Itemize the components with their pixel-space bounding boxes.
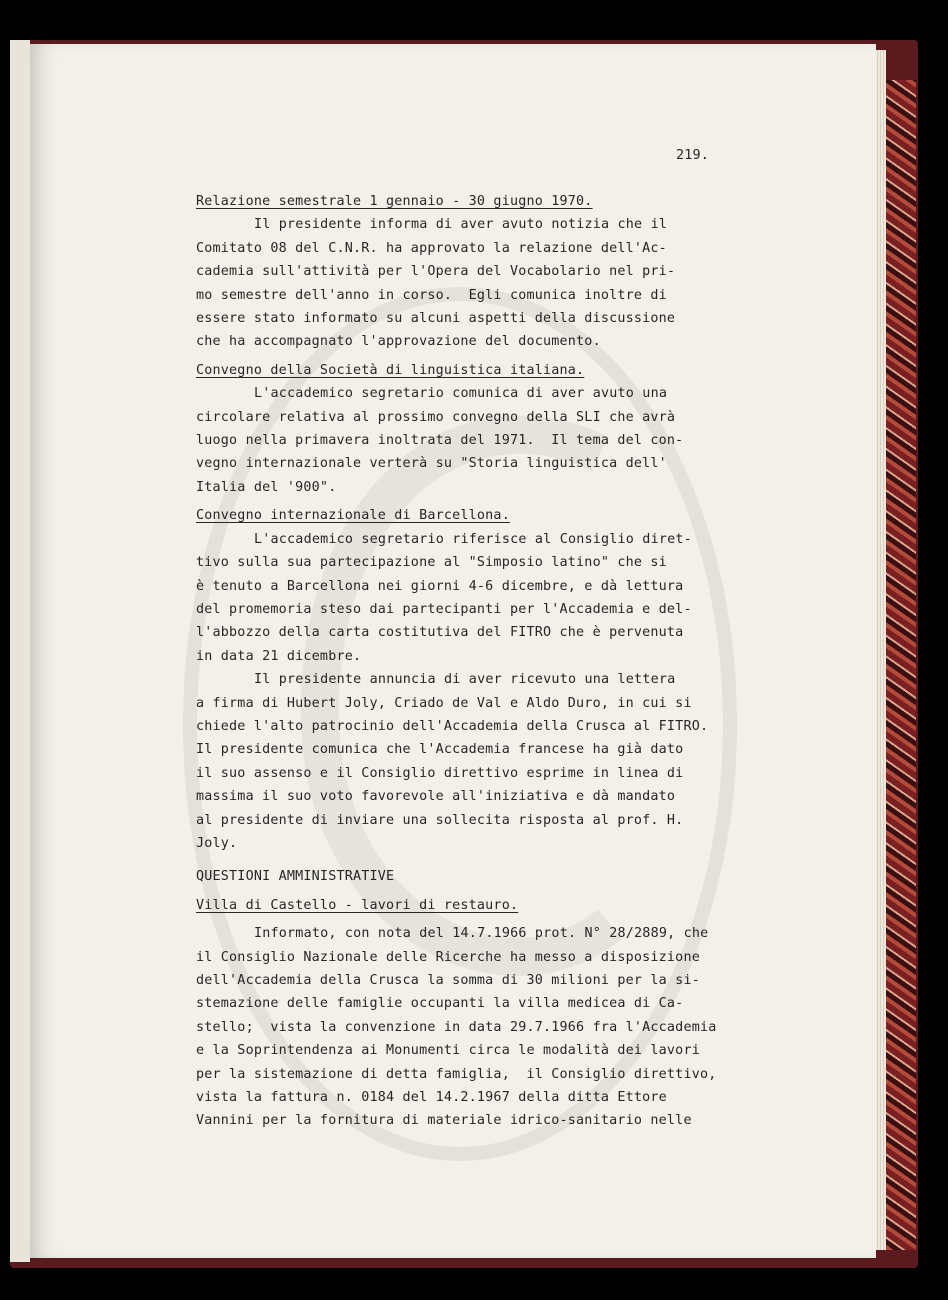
text-line: essere stato informato su alcuni aspetti della discussione	[196, 311, 676, 327]
text-line: a firma di Hubert Joly, Criado de Val e Aldo Duro, in cui si	[196, 695, 692, 711]
text-line: cademia sull'attività per l'Opera del Vocabolario nel pri-	[196, 264, 676, 280]
text-line: del promemoria steso dai partecipanti per l'Accademia e del-	[196, 601, 692, 617]
page-number: 219.	[676, 148, 710, 163]
text-line: in data 21 dicembre.	[196, 648, 362, 664]
text-line: Comitato 08 del C.N.R. ha approvato la relazione dell'Ac-	[196, 240, 667, 256]
text-line: Vannini per la fornitura di materiale idrico-sanitario nelle	[196, 1113, 692, 1129]
text-line: L'accademico segretario comunica di aver avuto una	[254, 386, 668, 402]
text-line: stemazione delle famiglie occupanti la villa medicea di Ca-	[196, 996, 684, 1012]
text-line: luogo nella primavera inoltrata del 1971. Il tema del con-	[196, 433, 684, 449]
text-line: che ha accompagnato l'approvazione del documento.	[196, 334, 601, 350]
paragraph	[196, 382, 766, 499]
text-line: Italia del '900".	[196, 479, 337, 495]
section-heading: Relazione semestrale 1 gennaio - 30 giugno 1970.	[196, 194, 593, 209]
text-line: l'abbozzo della carta costitutiva del FITRO che è pervenuta	[196, 625, 684, 641]
text-line: massima il suo voto favorevole all'iniziativa e dà mandato	[196, 789, 676, 805]
text-line: è tenuto a Barcellona nei giorni 4-6 dicembre, e dà lettura	[196, 578, 684, 594]
text-line: Il presidente annuncia di aver ricevuto una lettera	[254, 672, 676, 688]
typed-text-block	[196, 140, 766, 1133]
section-heading-villa: Villa di Castello - lavori di restauro.	[196, 897, 519, 913]
text-line: vista la fattura n. 0184 del 14.2.1967 della ditta Ettore	[196, 1090, 667, 1106]
part-title: QUESTIONI AMMINISTRATIVE	[196, 869, 395, 885]
text-line: vegno internazionale verterà su "Storia linguistica dell'	[196, 456, 667, 472]
paragraph	[196, 668, 766, 855]
text-line: mo semestre dell'anno in corso. Egli comunica inoltre di	[196, 287, 667, 303]
text-line: il Consiglio Nazionale delle Ricerche ha messo a disposizione	[196, 949, 700, 965]
text-line: L'accademico segretario riferisce al Consiglio diret-	[254, 531, 692, 547]
paragraph	[196, 213, 766, 353]
paragraph-villa	[196, 922, 766, 1133]
text-line: Il presidente comunica che l'Accademia francese ha già dato	[196, 742, 684, 758]
text-line: chiede l'alto patrocinio dell'Accademia della Crusca al FITRO.	[196, 718, 709, 734]
sections	[196, 190, 766, 855]
left-page-strip	[10, 40, 30, 1262]
text-line: e la Soprintendenza ai Monumenti circa le modalità dei lavori	[196, 1043, 700, 1059]
text-line: Il presidente informa di aver avuto notizia che il	[254, 217, 668, 233]
text-line: Joly.	[196, 835, 238, 851]
text-line: Informato, con nota del 14.7.1966 prot. N° 28/2889, che	[254, 926, 709, 942]
paragraph	[196, 528, 766, 668]
section-heading: Convegno della Società di linguistica italiana.	[196, 362, 585, 378]
text-line: circolare relativa al prossimo convegno della SLI che avrà	[196, 409, 676, 425]
text-line: dell'Accademia della Crusca la somma di 30 milioni per la si-	[196, 973, 700, 988]
text-line: per la sistemazione di detta famiglia, il Consiglio direttivo,	[196, 1066, 717, 1082]
text-line: stello; vista la convenzione in data 29.7.1966 fra l'Accademia	[196, 1019, 717, 1035]
section-heading: Convegno internazionale di Barcellona.	[196, 508, 510, 524]
text-line: il suo assenso e il Consiglio direttivo esprime in linea di	[196, 765, 684, 781]
text-line: tivo sulla sua partecipazione al "Simposio latino" che si	[196, 555, 667, 571]
text-line: al presidente di inviare una sollecita risposta al prof. H.	[196, 812, 684, 828]
